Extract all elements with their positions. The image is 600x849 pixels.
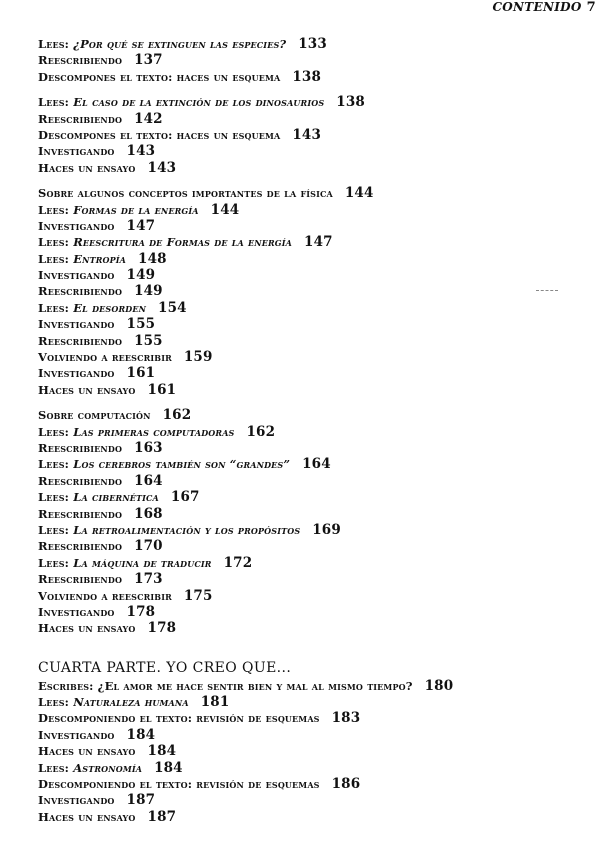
toc-entry — [38, 349, 583, 365]
toc-entry — [38, 694, 583, 710]
entry-page-number: 137 — [134, 52, 163, 69]
running-head — [492, 0, 596, 15]
toc-entry — [38, 743, 583, 759]
toc-entry — [38, 382, 583, 398]
toc-entry — [38, 710, 583, 726]
entry-label: Volviendo a reescribir — [38, 588, 172, 603]
entry-label: Haces un ensayo — [38, 621, 136, 636]
entry-label: Reescribiendo — [38, 111, 123, 126]
entry-label: Reescribiendo — [38, 572, 123, 587]
entry-page-number: 168 — [134, 505, 163, 522]
entry-page-number: 187 — [147, 808, 177, 825]
entry-label: Investigando — [38, 218, 115, 233]
entry-label: Investigando — [38, 366, 115, 381]
toc-group — [38, 36, 583, 85]
entry-label: Lees: — [38, 457, 74, 472]
entry-label: Lees: — [38, 37, 74, 51]
entry-page-number: 147 — [304, 234, 333, 251]
entry-page-number: 161 — [126, 365, 156, 382]
entry-page-number: 162 — [162, 407, 192, 424]
entry-label: Reescribiendo — [38, 506, 123, 521]
entry-label: Investigando — [38, 144, 115, 159]
entry-page-number: 178 — [147, 620, 177, 637]
entry-label: Reescribiendo — [38, 539, 123, 554]
entry-label: Lees: — [38, 522, 74, 537]
entry-page-number: 133 — [298, 36, 327, 52]
table-of-contents — [38, 36, 583, 825]
entry-page-number: 187 — [126, 792, 156, 809]
entry-title: Las primeras computadoras — [73, 424, 235, 439]
entry-label: Descompones el texto: haces un esquema — [38, 127, 281, 142]
running-head-title: CONTENIDO — [492, 0, 582, 14]
toc-entry — [38, 251, 583, 267]
entry-label: Lees: — [38, 95, 74, 110]
part-title: CUARTA PARTE. YO CREO QUE... — [38, 659, 292, 676]
entry-title: ¿Por qué se extinguen las especies? — [73, 37, 287, 51]
entry-page-number: 155 — [134, 332, 163, 349]
entry-page-number: 173 — [134, 571, 163, 588]
toc-entry — [38, 424, 583, 440]
entry-label: Investigando — [38, 604, 115, 619]
entry-label: Reescribiendo — [38, 440, 123, 455]
toc-entry — [38, 473, 583, 489]
toc-entry — [38, 588, 583, 604]
entry-label: Lees: — [38, 695, 74, 710]
entry-page-number: 155 — [126, 316, 156, 333]
entry-page-number: 178 — [126, 603, 156, 620]
entry-label: Haces un ensayo — [38, 809, 136, 824]
entry-title: Astronomía — [73, 760, 143, 775]
entry-title: El desorden — [73, 300, 147, 315]
entry-label: Lees: — [38, 555, 74, 570]
entry-page-number: 164 — [134, 472, 163, 489]
entry-page-number: 170 — [134, 538, 163, 555]
toc-group — [38, 407, 583, 636]
entry-label: Haces un ensayo — [38, 382, 136, 397]
entry-label: Reescribiendo — [38, 473, 123, 488]
toc-entry — [38, 202, 583, 218]
entry-label: Lees: — [38, 760, 74, 775]
running-head-page-number: 7 — [586, 0, 596, 15]
entry-page-number: 169 — [312, 521, 341, 538]
toc-entry — [38, 185, 583, 201]
entry-label: Volviendo a reescribir — [38, 350, 172, 365]
entry-label: Descomponiendo el texto: revisión de esquemas — [38, 711, 320, 726]
entry-label: Descompones el texto: haces un esquema — [38, 69, 281, 84]
toc-entry — [38, 267, 583, 283]
entry-title: Naturaleza humana — [73, 695, 189, 710]
toc-entry — [38, 407, 583, 423]
toc-entry — [38, 456, 583, 472]
toc-entry — [38, 160, 583, 176]
toc-entry — [38, 333, 583, 349]
entry-label: Haces un ensayo — [38, 744, 136, 759]
entry-page-number: 175 — [183, 587, 213, 604]
entry-page-number: 172 — [223, 554, 253, 571]
toc-entry — [38, 760, 583, 776]
entry-label: Investigando — [38, 727, 115, 742]
toc-entry — [38, 604, 583, 620]
toc-entry — [38, 620, 583, 636]
toc-entry — [38, 143, 583, 159]
toc-entry — [38, 94, 583, 110]
entry-label: Lees: — [38, 202, 74, 217]
entry-page-number: 184 — [154, 759, 183, 776]
toc-group — [38, 94, 583, 176]
entry-label: Reescribiendo — [38, 333, 123, 348]
entry-label: Lees: — [38, 235, 74, 250]
entry-page-number: 149 — [134, 283, 163, 300]
toc-entry — [38, 792, 583, 808]
entry-page-number: 184 — [126, 726, 156, 743]
entry-page-number: 138 — [292, 68, 321, 85]
entry-page-number: 161 — [147, 381, 177, 398]
entry-page-number: 143 — [292, 126, 321, 143]
part-entries — [38, 678, 583, 826]
entry-page-number: 186 — [331, 776, 361, 793]
entry-page-number: 143 — [147, 159, 177, 176]
entry-page-number: 159 — [183, 349, 213, 366]
entry-page-number: 154 — [158, 299, 187, 316]
entry-page-number: 144 — [210, 201, 240, 218]
entry-label: Escribes: ¿El amor me hace sentir bien y mal al mismo tiempo? — [38, 678, 413, 693]
entry-page-number: 181 — [200, 694, 230, 711]
toc-entry — [38, 776, 583, 792]
entry-page-number: 163 — [134, 439, 163, 456]
toc-entry — [38, 69, 583, 85]
entry-title: Formas de la energía — [73, 202, 199, 217]
entry-label: Investigando — [38, 268, 115, 283]
entry-title: La máquina de traducir — [73, 555, 212, 570]
toc-entry — [38, 809, 583, 825]
entry-label: Lees: — [38, 251, 74, 266]
entry-page-number: 167 — [170, 489, 200, 506]
toc-entry — [38, 111, 583, 127]
entry-page-number: 180 — [424, 677, 454, 694]
toc-entry — [38, 538, 583, 554]
entry-label: Descomponiendo el texto: revisión de esquemas — [38, 777, 320, 792]
toc-entry — [38, 440, 583, 456]
entry-label: Reescribiendo — [38, 284, 123, 299]
entry-label: Sobre computación — [38, 408, 151, 423]
entry-title: La cibernética — [73, 490, 159, 505]
toc-entry — [38, 316, 583, 332]
entry-label: Sobre algunos conceptos importantes de la física — [38, 186, 333, 201]
entry-page-number: 147 — [126, 217, 156, 234]
entry-label: Lees: — [38, 424, 74, 439]
toc-entry — [38, 555, 583, 571]
toc-entry — [38, 283, 583, 299]
entry-page-number: 148 — [138, 250, 167, 267]
entry-label: Investigando — [38, 793, 115, 808]
entry-page-number: 164 — [302, 456, 331, 473]
toc-entry — [38, 571, 583, 587]
toc-entry — [38, 727, 583, 743]
entry-title: Los cerebros también son “grandes” — [73, 457, 291, 472]
entry-page-number: 184 — [147, 743, 177, 760]
entry-page-number: 143 — [126, 143, 156, 160]
entry-title: Entropía — [73, 251, 127, 266]
entry-page-number: 149 — [126, 267, 156, 284]
toc-entry — [38, 489, 583, 505]
toc-entry — [38, 506, 583, 522]
entry-title: Reescritura de Formas de la energía — [73, 235, 293, 250]
entry-label: Haces un ensayo — [38, 160, 136, 175]
toc-entry — [38, 678, 583, 694]
toc-entry — [38, 522, 583, 538]
entry-label: Lees: — [38, 490, 74, 505]
toc-group — [38, 185, 583, 398]
entry-label: Lees: — [38, 300, 74, 315]
toc-entry — [38, 52, 583, 68]
entry-title: La retroalimentación y los propósitos — [73, 522, 301, 537]
entry-page-number: 144 — [344, 185, 374, 202]
toc-groups — [38, 36, 583, 637]
toc-entry — [38, 365, 583, 381]
toc-entry — [38, 36, 583, 52]
entry-title: El caso de la extinción de los dinosaurios — [73, 95, 325, 110]
entry-label: Investigando — [38, 317, 115, 332]
toc-entry — [38, 218, 583, 234]
toc-entry — [38, 300, 583, 316]
entry-page-number: 183 — [331, 710, 361, 727]
entry-page-number: 138 — [336, 94, 365, 111]
entry-label: Reescribiendo — [38, 53, 123, 68]
toc-entry — [38, 127, 583, 143]
toc-entry — [38, 234, 583, 250]
entry-page-number: 142 — [134, 110, 163, 127]
entry-page-number: 162 — [246, 423, 276, 440]
